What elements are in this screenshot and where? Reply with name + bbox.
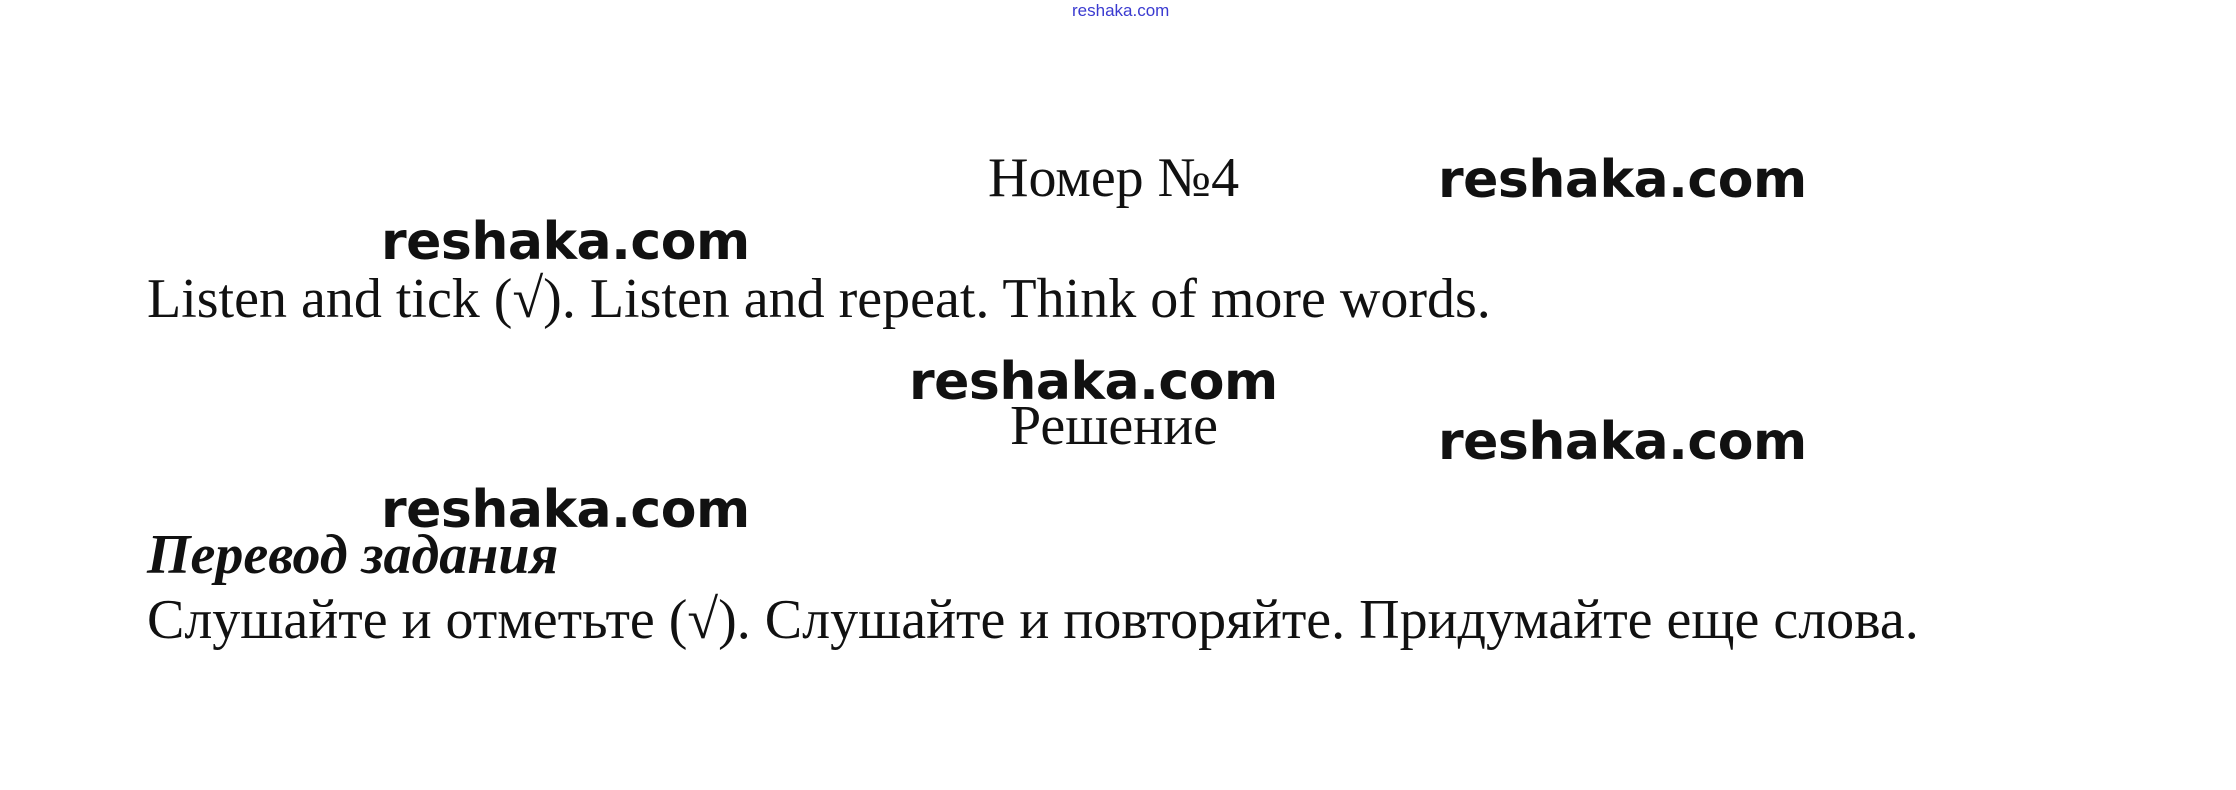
- site-link[interactable]: reshaka.com: [1072, 1, 1170, 20]
- translation-heading: Перевод задания: [147, 524, 559, 586]
- watermark: reshaka.com: [909, 352, 1278, 412]
- page-title: Номер №4: [988, 147, 1240, 209]
- solution-label: Решение: [1010, 395, 1219, 457]
- watermark: reshaka.com: [381, 480, 750, 540]
- translation-text: Слушайте и отметьте (√). Слушайте и повторяйте. Придумайте еще слова.: [147, 589, 1919, 651]
- watermark: reshaka.com: [381, 212, 750, 272]
- task-text: Listen and tick (√). Listen and repeat. Think of more words.: [147, 268, 1491, 330]
- watermark: reshaka.com: [1438, 412, 1807, 472]
- watermark: reshaka.com: [1438, 150, 1807, 210]
